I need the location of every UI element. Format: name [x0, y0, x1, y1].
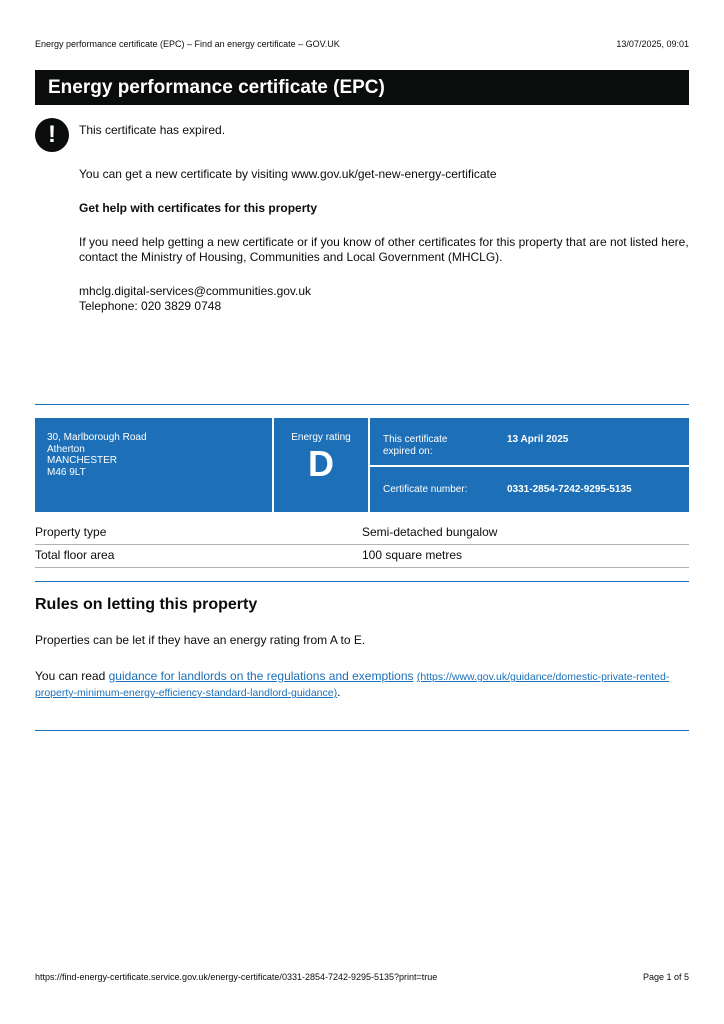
certificate-number-box — [370, 467, 689, 512]
address-line: 30, Marlborough Road — [47, 432, 147, 443]
section-divider — [35, 581, 689, 582]
section-divider — [35, 730, 689, 731]
address-line: M46 9LT — [47, 466, 86, 478]
property-type-row — [35, 525, 689, 540]
letting-heading: Rules on letting this property — [35, 596, 258, 613]
contact-email: mhclg.digital-services@communities.gov.uk — [79, 284, 312, 298]
floor-area-row — [35, 548, 689, 563]
print-header — [35, 39, 689, 49]
landlord-guidance-paragraph — [35, 669, 689, 701]
address-line: Atherton — [47, 443, 85, 455]
certificate-number: 0331-2854-7242-9295-5135 — [507, 484, 632, 495]
property-type-label: Property type — [35, 525, 107, 539]
help-heading: Get help with certificates for this property — [79, 201, 318, 215]
letting-rule-text: Properties can be let if they have an energy rating from A to E. — [35, 633, 366, 647]
energy-rating-value: D — [308, 443, 334, 484]
row-divider — [35, 567, 689, 568]
print-footer — [35, 972, 689, 982]
certificate-number-label: Certificate number: — [383, 484, 468, 495]
print-header-title: Energy performance certificate (EPC) – Find an energy certificate – GOV.UK — [35, 39, 340, 49]
floor-area-value: 100 square metres — [362, 548, 463, 562]
expiry-label — [383, 434, 447, 457]
landlord-guidance-url[interactable]: (https://www.gov.uk/guidance/domestic-private-rented-property-minimum-energy-efficiency-standard-landlord-guidance) — [35, 671, 670, 699]
energy-rating-box — [274, 418, 368, 512]
contact-telephone: Telephone: 020 3829 0748 — [79, 299, 222, 313]
expiry-label-line: This certificate — [383, 434, 448, 445]
print-footer-url: https://find-energy-certificate.service.gov.uk/energy-certificate/0331-2854-7242-9295-5135?print=true — [35, 972, 438, 982]
section-divider — [35, 404, 689, 405]
new-certificate-text: You can get a new certificate by visiting www.gov.uk/get-new-energy-certificate — [79, 167, 497, 181]
expired-notice: This certificate has expired. — [79, 123, 226, 137]
expiry-label-line: expired on: — [383, 445, 433, 457]
expiry-date: 13 April 2025 — [507, 434, 569, 445]
page-title: Energy performance certificate (EPC) — [35, 70, 689, 105]
address-box — [35, 418, 272, 512]
floor-area-label: Total floor area — [35, 548, 115, 562]
energy-rating-label: Energy rating — [291, 432, 351, 443]
landlord-guidance-link[interactable]: guidance for landlords on the regulations and exemptions — [108, 669, 414, 683]
exclamation-icon: ! — [35, 118, 69, 152]
print-header-datetime: 13/07/2025, 09:01 — [616, 39, 689, 49]
address-line: MANCHESTER — [47, 455, 118, 466]
guidance-prefix: You can read — [35, 669, 109, 683]
expiry-box — [370, 418, 689, 465]
row-divider — [35, 544, 689, 545]
help-text: If you need help getting a new certificate or if you know of other certificates for this property that are not listed here, contact the Ministry of Housing, Communities and Local Government (MHCLG). — [79, 235, 689, 264]
property-type-value: Semi-detached bungalow — [362, 525, 498, 539]
guidance-suffix: . — [337, 685, 341, 699]
print-footer-page: Page 1 of 5 — [642, 972, 689, 982]
